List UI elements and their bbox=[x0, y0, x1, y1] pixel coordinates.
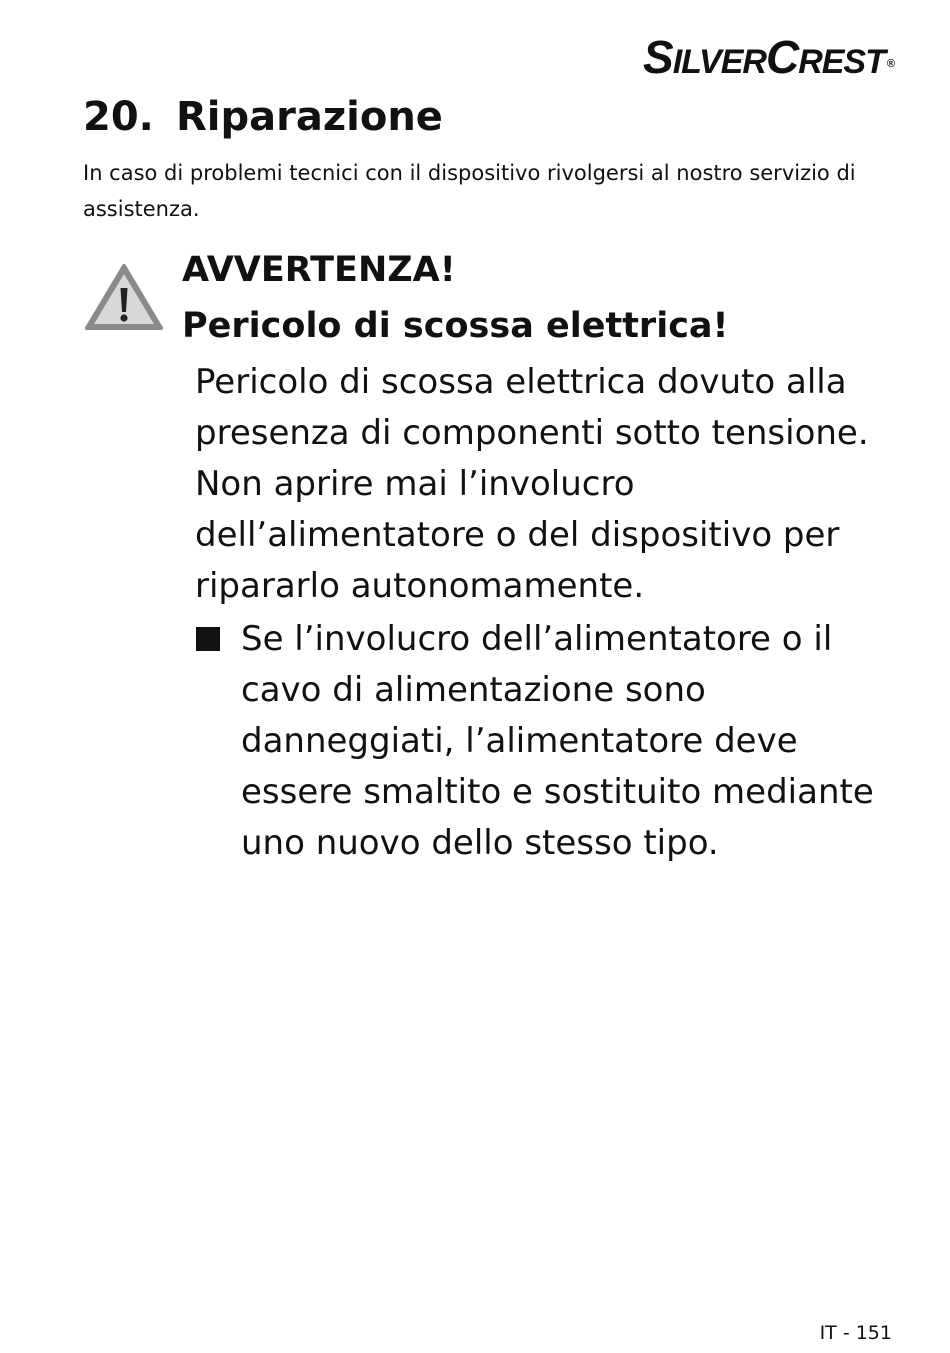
registered-mark: ® bbox=[886, 57, 894, 70]
page-number: IT - 151 bbox=[819, 1322, 892, 1344]
warning-heading: AVVERTENZA! bbox=[182, 250, 456, 290]
section-title bbox=[83, 94, 443, 140]
bullet-square-icon bbox=[196, 627, 220, 651]
warning-bullet-text: Se l’involucro dell’alimentatore o il cavo di alimentazione sono danneggiati, l’alimentatore deve essere smaltito e sostituito mediante uno nuovo dello stesso tipo. bbox=[241, 619, 874, 863]
warning-subheading: Pericolo di scossa elettrica! bbox=[182, 306, 729, 346]
warning-body: Pericolo di scossa elettrica dovuto alla presenza di componenti sotto tensione. Non aprire mai l’involucro dell’alimentatore o del dispositivo per ripararlo autonomamente. bbox=[195, 362, 869, 606]
silvercrest-logo: SILVERCREST ® bbox=[643, 31, 894, 83]
warning-triangle-icon bbox=[84, 262, 164, 332]
section-number: 20. bbox=[83, 94, 154, 140]
intro-paragraph: In caso di problemi tecnici con il dispositivo rivolgersi al nostro servizio di assistenza. bbox=[83, 161, 856, 221]
section-title-text: Riparazione bbox=[176, 94, 443, 140]
